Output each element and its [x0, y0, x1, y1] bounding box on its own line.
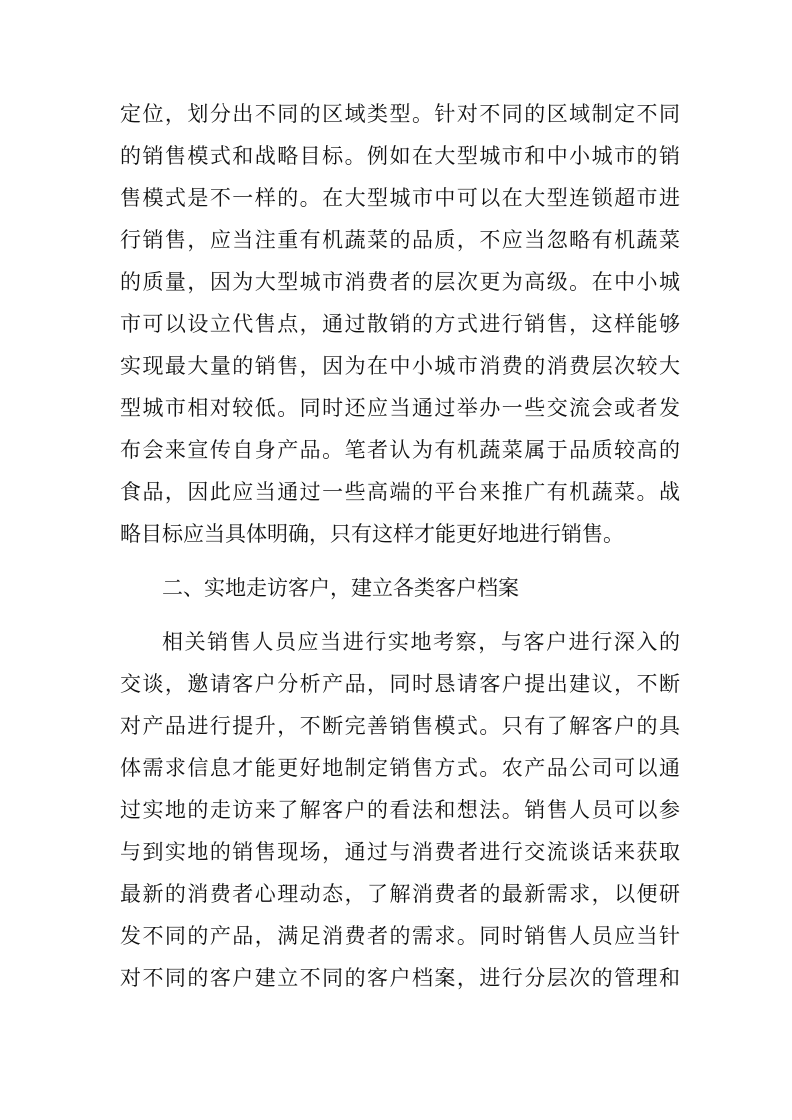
- paragraph-2-line-3: 对产品进行提升，不断完善销售模式。只有了解客户的具: [120, 714, 680, 738]
- paragraph-1-line-11: 略目标应当具体明确，只有这样才能更好地进行销售。: [120, 522, 624, 546]
- paragraph-2-line-1: 相关销售人员应当进行实地考察，与客户进行深入的: [162, 630, 680, 654]
- paragraph-1-line-10: 食品，因此应当通过一些高端的平台来推广有机蔬菜。战: [120, 480, 680, 504]
- paragraph-2-line-2: 交谈，邀请客户分析产品，同时恳请客户提出建议，不断: [120, 672, 680, 696]
- paragraph-1-line-1: 定位，划分出不同的区域类型。针对不同的区域制定不同: [120, 102, 680, 126]
- paragraph-2-line-6: 与到实地的销售现场，通过与消费者进行交流谈话来获取: [120, 840, 680, 864]
- paragraph-1-line-7: 实现最大量的销售，因为在中小城市消费的消费层次较大: [120, 354, 680, 378]
- paragraph-2-line-7: 最新的消费者心理动态，了解消费者的最新需求，以便研: [120, 882, 680, 906]
- paragraph-1-line-9: 布会来宣传自身产品。笔者认为有机蔬菜属于品质较高的: [120, 438, 680, 462]
- section-heading: 二、实地走访客户，建立各类客户档案: [162, 576, 519, 600]
- paragraph-1-line-2: 的销售模式和战略目标。例如在大型城市和中小城市的销: [120, 144, 680, 168]
- paragraph-1-line-3: 售模式是不一样的。在大型城市中可以在大型连锁超市进: [120, 186, 680, 210]
- paragraph-1-line-6: 市可以设立代售点，通过散销的方式进行销售，这样能够: [120, 312, 680, 336]
- paragraph-1-line-4: 行销售，应当注重有机蔬菜的品质，不应当忽略有机蔬菜: [120, 228, 680, 252]
- paragraph-2-line-8: 发不同的产品，满足消费者的需求。同时销售人员应当针: [120, 924, 680, 948]
- paragraph-1-line-5: 的质量，因为大型城市消费者的层次更为高级。在中小城: [120, 270, 680, 294]
- paragraph-2-line-5: 过实地的走访来了解客户的看法和想法。销售人员可以参: [120, 798, 680, 822]
- paragraph-2-line-4: 体需求信息才能更好地制定销售方式。农产品公司可以通: [120, 756, 680, 780]
- paragraph-1-line-8: 型城市相对较低。同时还应当通过举办一些交流会或者发: [120, 396, 680, 420]
- paragraph-2-line-9: 对不同的客户建立不同的客户档案，进行分层次的管理和: [120, 966, 680, 990]
